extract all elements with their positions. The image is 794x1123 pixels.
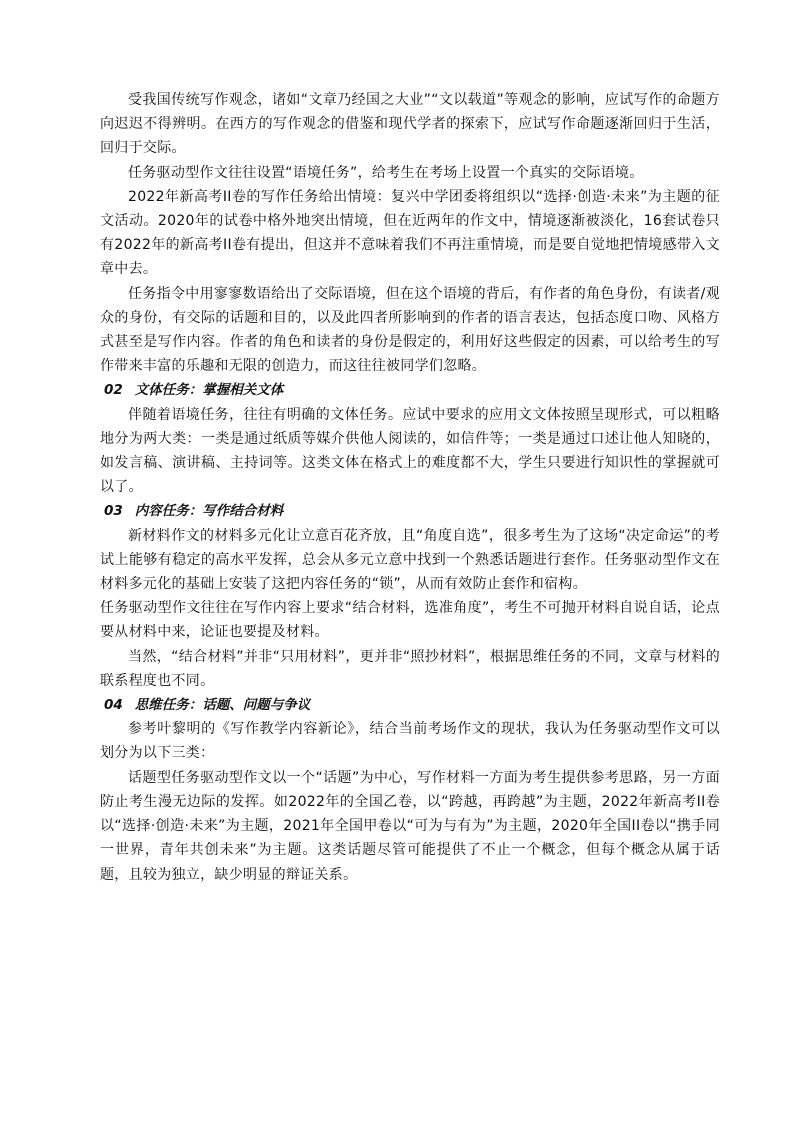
paragraph: 新材料作文的材料多元化让立意百花齐放，且“角度自选”，很多考生为了这场“决定命运”的考试上能够有稳定的高水平发挥，总会从多元立意中找到一个熟悉话题进行套作。任务驱动型作文在材料多元化的基础上安装了这把内容任务的“锁”，从而有效防止套作和宿构。 (100, 527, 720, 593)
paragraph: 任务驱动型作文往往设置“语境任务”，给考生在考场上设置一个真实的交际语境。 (128, 164, 644, 181)
document-body (100, 88, 720, 887)
paragraph: 受我国传统写作观念，诸如“文章乃经国之大业”“文以载道”等观念的影响，应试写作的命题方向迟迟不得辨明。在西方的写作观念的借鉴和现代学者的探索下，应试写作命题逐渐回归于生活，回归于交际。 (100, 92, 720, 157)
paragraph: 话题型任务驱动型作文以一个“话题”为中心，写作材料一方面为考生提供参考思路，另一方面防止考生漫无边际的发挥。如2022年的全国乙卷，以“跨越，再跨越”为主题，2022年新高考II卷以“选择·创造·未来”为主题，2021年全国甲卷以“可为与有为”为主题，2020年全国II卷以“携手同一世界，青年共创未来”为主题。这类话题尽管可能提供了不止一个概念，但每个概念从属于话题，且较为独立，缺少明显的辩证关系。 (100, 769, 720, 883)
section-heading-02 (100, 378, 720, 402)
paragraph: 任务驱动型作文往往在写作内容上要求“结合材料，选准角度”，考生不可抛开材料自说自话，论点要从材料中来，论证也要提及材料。 (100, 600, 720, 641)
section-title: 思维任务：话题、问题与争议 (134, 697, 311, 714)
section-number: 02 (104, 382, 123, 399)
paragraph: 2022年新高考II卷的写作任务给出情境：复兴中学团委将组织以“选择·创造·未来”为主题的征文活动。2020年的试卷中格外地突出情境，但在近两年的作文中，情境逐渐被淡化，16套试卷只有2022年的新高考II卷有提出，但这并不意味着我们不再注重情境，而是要自觉地把情境感带入文章中去。 (100, 188, 720, 278)
section-number: 04 (104, 697, 123, 714)
section-heading-04 (100, 693, 720, 717)
paragraph: 伴随着语境任务，往往有明确的文体任务。应试中要求的应用文文体按照呈现形式，可以粗略地分为两大类：一类是通过纸质等媒介供他人阅读的，如信件等；一类是通过口述让他人知晓的，如发言稿、演讲稿、主持词等。这类文体在格式上的难度都不大，学生只要进行知识性的掌握就可以了。 (100, 406, 720, 496)
paragraph: 当然，“结合材料”并非“只用材料”，更并非“照抄材料”，根据思维任务的不同，文章与材料的联系程度也不同。 (100, 648, 720, 689)
section-title: 文体任务：掌握相关文体 (134, 382, 284, 399)
section-title: 内容任务：写作结合材料 (134, 503, 284, 520)
paragraph: 参考叶黎明的《写作教学内容新论》，结合当前考场作文的现状，我认为任务驱动型作文可以划分为以下三类： (100, 721, 720, 762)
section-heading-03 (100, 499, 720, 523)
section-number: 03 (104, 503, 123, 520)
paragraph: 任务指令中用寥寥数语给出了交际语境，但在这个语境的背后，有作者的角色身份，有读者/观众的身份，有交际的话题和目的，以及此四者所影响到的作者的语言表达，包括态度口吻、风格方式甚至是写作内容。作者的角色和读者的身份是假定的，利用好这些假定的因素，可以给考生的写作带来丰富的乐趣和无限的创造力，而这往往被同学们忽略。 (100, 285, 720, 375)
